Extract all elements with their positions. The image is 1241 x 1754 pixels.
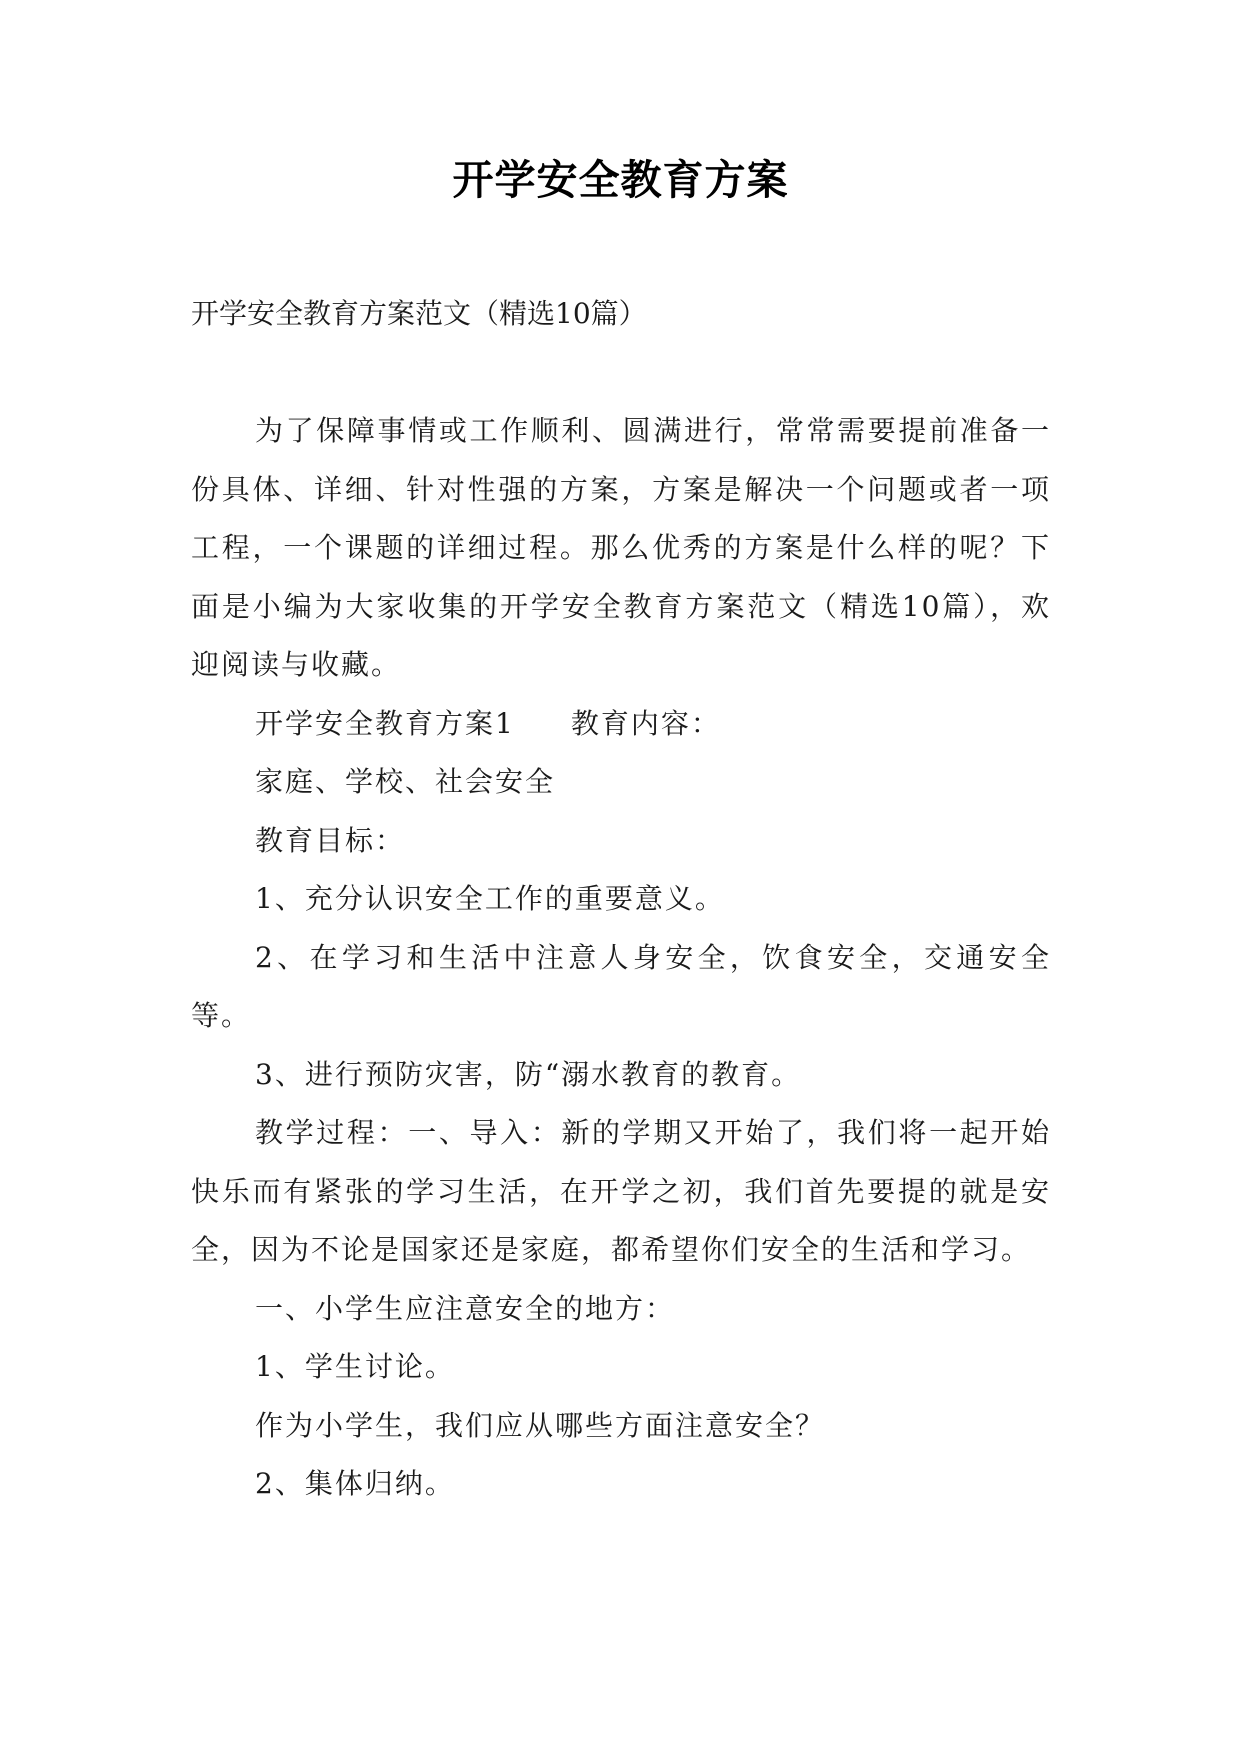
document-body <box>191 402 1051 1514</box>
question-paragraph: 作为小学生，我们应从哪些方面注意安全？ <box>255 1408 826 1442</box>
content-label: 教育内容： <box>570 706 721 740</box>
section-heading-line <box>191 695 1051 754</box>
intro-paragraph: 为了保障事情或工作顺利、圆满进行，常常需要提前准备一份具体、详细、针对性强的方案，方案是解决一个问题或者一项工程，一个课题的详细过程。那么优秀的方案是什么样的呢？下面是小编为大家收集的开学安全教育方案范文（精选10篇），欢迎阅读与收藏。 <box>191 414 1051 681</box>
goal-3: 3、进行预防灾害，防“溺水教育的教育。 <box>255 1057 802 1091</box>
goal-2: 2、在学习和生活中注意人身安全，饮食安全，交通安全等。 <box>191 940 1051 1032</box>
step-1: 1、学生讨论。 <box>255 1350 455 1383</box>
document-title: 开学安全教育方案 <box>452 156 789 204</box>
process-paragraph: 教学过程：一、导入：新的学期又开始了，我们将一起开始快乐而有紧张的学习生活，在开学之初，我们首先要提的就是安全，因为不论是国家还是家庭，都希望你们安全的生活和学习。 <box>191 1116 1051 1266</box>
document-subtitle: 开学安全教育方案范文（精选10篇） <box>191 297 647 330</box>
goal-label: 教育目标： <box>255 823 406 857</box>
goal-1: 1、充分认识安全工作的重要意义。 <box>255 882 725 915</box>
content-items: 家庭、学校、社会安全 <box>255 765 556 798</box>
step-2: 2、集体归纳。 <box>255 1467 455 1500</box>
section1-heading: 开学安全教育方案1 <box>255 706 515 740</box>
part1-heading: 一、小学生应注意安全的地方： <box>255 1291 676 1325</box>
